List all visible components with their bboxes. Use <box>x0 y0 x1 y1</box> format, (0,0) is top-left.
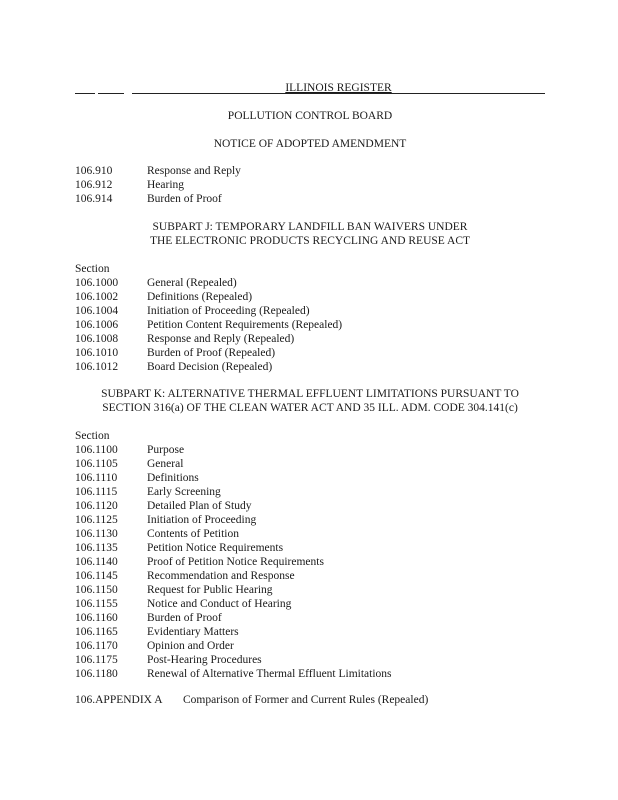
section-title: Petition Notice Requirements <box>147 542 284 554</box>
section-number: 106.1125 <box>75 514 118 526</box>
subpart-j-heading-1: SUBPART J: TEMPORARY LANDFILL BAN WAIVERS UNDER <box>152 221 468 233</box>
section-title: Initiation of Proceeding <box>147 514 257 526</box>
section-number: 106.1006 <box>75 319 119 331</box>
section-number: 106.1115 <box>75 486 118 498</box>
board-name: POLLUTION CONTROL BOARD <box>227 110 393 122</box>
section-number: 106.1120 <box>75 500 118 512</box>
section-number: 106.1180 <box>75 668 118 680</box>
issue-blank-line <box>98 93 124 94</box>
register-title: ILLINOIS REGISTER <box>285 82 392 94</box>
section-number: 106.1010 <box>75 347 119 359</box>
section-title: Evidentiary Matters <box>147 626 239 638</box>
appendix-title: Comparison of Former and Current Rules (Repealed) <box>183 694 429 706</box>
appendix-label: 106.APPENDIX A <box>75 694 163 706</box>
subpart-j-heading-2: THE ELECTRONIC PRODUCTS RECYCLING AND REUSE ACT <box>149 235 471 247</box>
section-number: 106.1000 <box>75 277 119 289</box>
section-title: Notice and Conduct of Hearing <box>147 598 292 610</box>
section-number: 106.1165 <box>75 626 118 638</box>
section-number: 106.1170 <box>75 640 118 652</box>
section-number: 106.1130 <box>75 528 118 540</box>
section-number: 106.1100 <box>75 444 118 456</box>
section-number: 106.1140 <box>75 556 118 568</box>
section-number: 106.1004 <box>75 305 119 317</box>
subpart-k-heading-1: SUBPART K: ALTERNATIVE THERMAL EFFLUENT LIMITATIONS PURSUANT TO <box>101 388 519 400</box>
notice-title: NOTICE OF ADOPTED AMENDMENT <box>213 138 407 150</box>
section-title: Post-Hearing Procedures <box>147 654 262 666</box>
section-title: General <box>147 458 184 470</box>
section-number: 106.1105 <box>75 458 118 470</box>
section-title: Burden of Proof (Repealed) <box>147 347 276 359</box>
section-number: 106.910 <box>75 165 113 177</box>
volume-blank-line <box>75 93 95 94</box>
section-title: Definitions <box>147 472 199 484</box>
section-title: Burden of Proof <box>147 193 222 205</box>
section-number: 106.1110 <box>75 472 118 484</box>
appendix-entry <box>75 693 429 707</box>
section-title: Definitions (Repealed) <box>147 291 253 303</box>
section-title: Opinion and Order <box>147 640 234 652</box>
section-title: Contents of Petition <box>147 528 239 540</box>
section-number: 106.1150 <box>75 584 118 596</box>
section-title: Recommendation and Response <box>147 570 295 582</box>
section-number: 106.1175 <box>75 654 118 666</box>
section-title: Renewal of Alternative Thermal Effluent Limitations <box>147 668 392 680</box>
section-title: Initiation of Proceeding (Repealed) <box>147 305 310 317</box>
section-number: 106.1145 <box>75 570 118 582</box>
section-number: 106.912 <box>75 179 113 191</box>
section-title: Hearing <box>147 179 185 191</box>
subpart-k-heading-2: SECTION 316(a) OF THE CLEAN WATER ACT AND 35 ILL. ADM. CODE 304.141(c) <box>102 402 518 414</box>
section-title: General (Repealed) <box>147 277 237 289</box>
section-number: 106.914 <box>75 193 113 205</box>
section-title: Early Screening <box>147 486 221 498</box>
section-title: Burden of Proof <box>147 612 222 624</box>
section-title: Response and Reply (Repealed) <box>147 333 295 345</box>
section-title: Purpose <box>147 444 185 456</box>
section-title: Petition Content Requirements (Repealed) <box>147 319 343 331</box>
section-title: Proof of Petition Notice Requirements <box>147 556 324 568</box>
section-number: 106.1160 <box>75 612 118 624</box>
section-number: 106.1135 <box>75 542 118 554</box>
section-number: 106.1002 <box>75 291 119 303</box>
section-title: Request for Public Hearing <box>147 584 273 596</box>
section-title: Response and Reply <box>147 165 241 177</box>
section-number: 106.1155 <box>75 598 118 610</box>
section-title: Detailed Plan of Study <box>147 500 252 512</box>
section-number: 106.1008 <box>75 333 119 345</box>
section-title: Board Decision (Repealed) <box>147 361 273 373</box>
section-number: 106.1012 <box>75 361 119 373</box>
